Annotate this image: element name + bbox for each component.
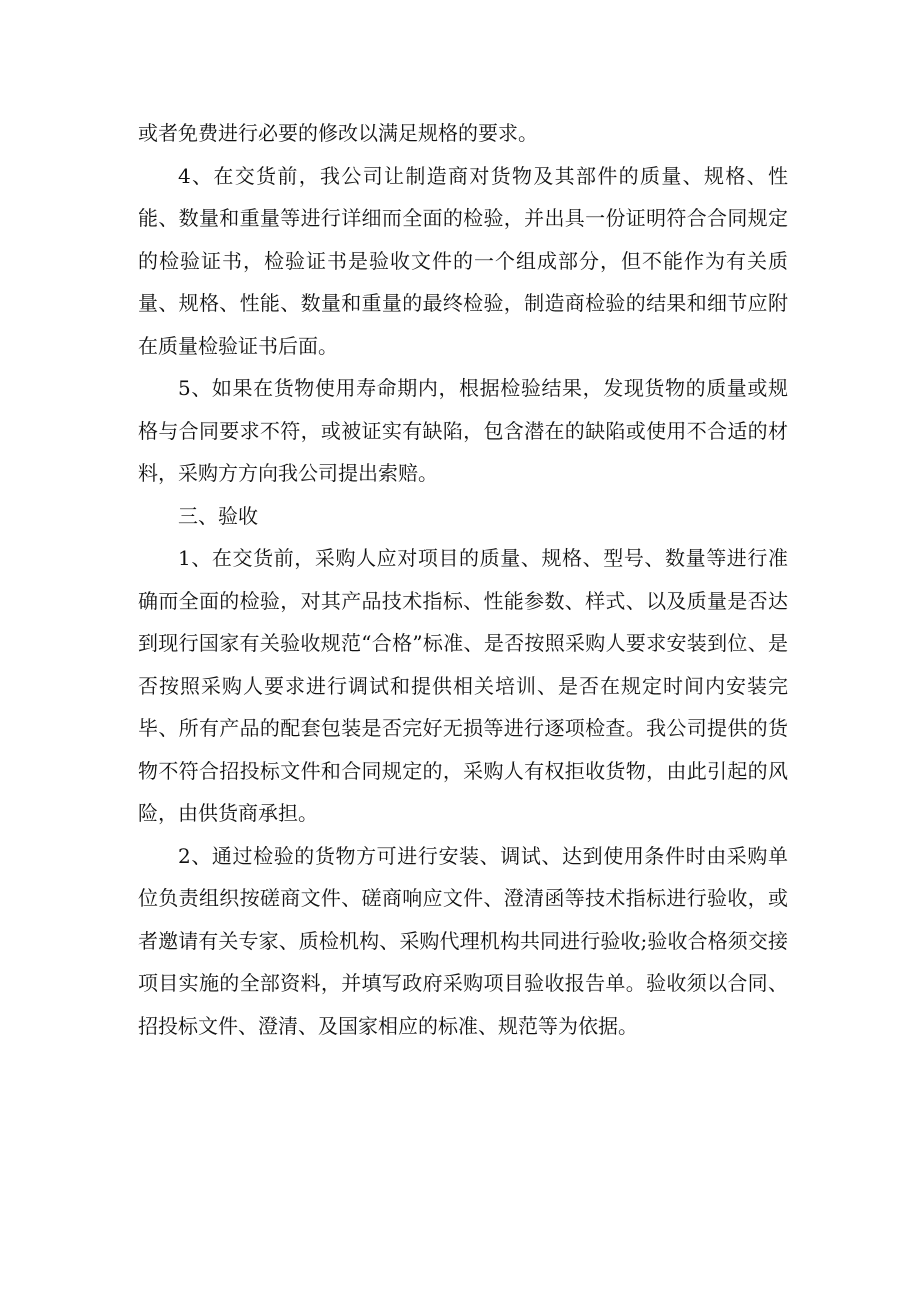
paragraph-acceptance-2: 2、通过检验的货物方可进行安装、调试、达到使用条件时由采购单位负责组织按磋商文件、磋商响应文件、澄清函等技术指标进行验收，或者邀请有关专家、质检机构、采购代理机构共同进行验收;验收合格须交接项目实施的全部资料，并填写政府采购项目验收报告单。验收须以合同、招投标文件、澄清、及国家相应的标准、规范等为依据。	[138, 843, 788, 1038]
paragraph-item-4: 4、在交货前，我公司让制造商对货物及其部件的质量、规格、性能、数量和重量等进行详细而全面的检验，并出具一份证明符合合同规定的检验证书，检验证书是验收文件的一个组成部分，但不能作为有关质量、规格、性能、数量和重量的最终检验，制造商检验的结果和细节应附在质量检验证书后面。	[138, 163, 788, 358]
paragraph-item-5: 5、如果在货物使用寿命期内，根据检验结果，发现货物的质量或规格与合同要求不符，或被证实有缺陷，包含潜在的缺陷或使用不合适的材料，采购方方向我公司提出索赔。	[138, 376, 788, 485]
paragraph-continuation: 或者免费进行必要的修改以满足规格的要求。	[138, 121, 538, 145]
section-heading-acceptance: 三、验收	[178, 503, 258, 528]
paragraph-acceptance-1: 1、在交货前，采购人应对项目的质量、规格、型号、数量等进行准确而全面的检验，对其产品技术指标、性能参数、样式、以及质量是否达到现行国家有关验收规范“合格”标准、是否按照采购人要求安装到位、是否按照采购人要求进行调试和提供相关培训、是否在规定时间内安装完毕、所有产品的配套包装是否完好无损等进行逐项检查。我公司提供的货物不符合招投标文件和合同规定的，采购人有权拒收货物，由此引起的风险，由供货商承担。	[138, 546, 788, 825]
document-body	[138, 112, 788, 1047]
